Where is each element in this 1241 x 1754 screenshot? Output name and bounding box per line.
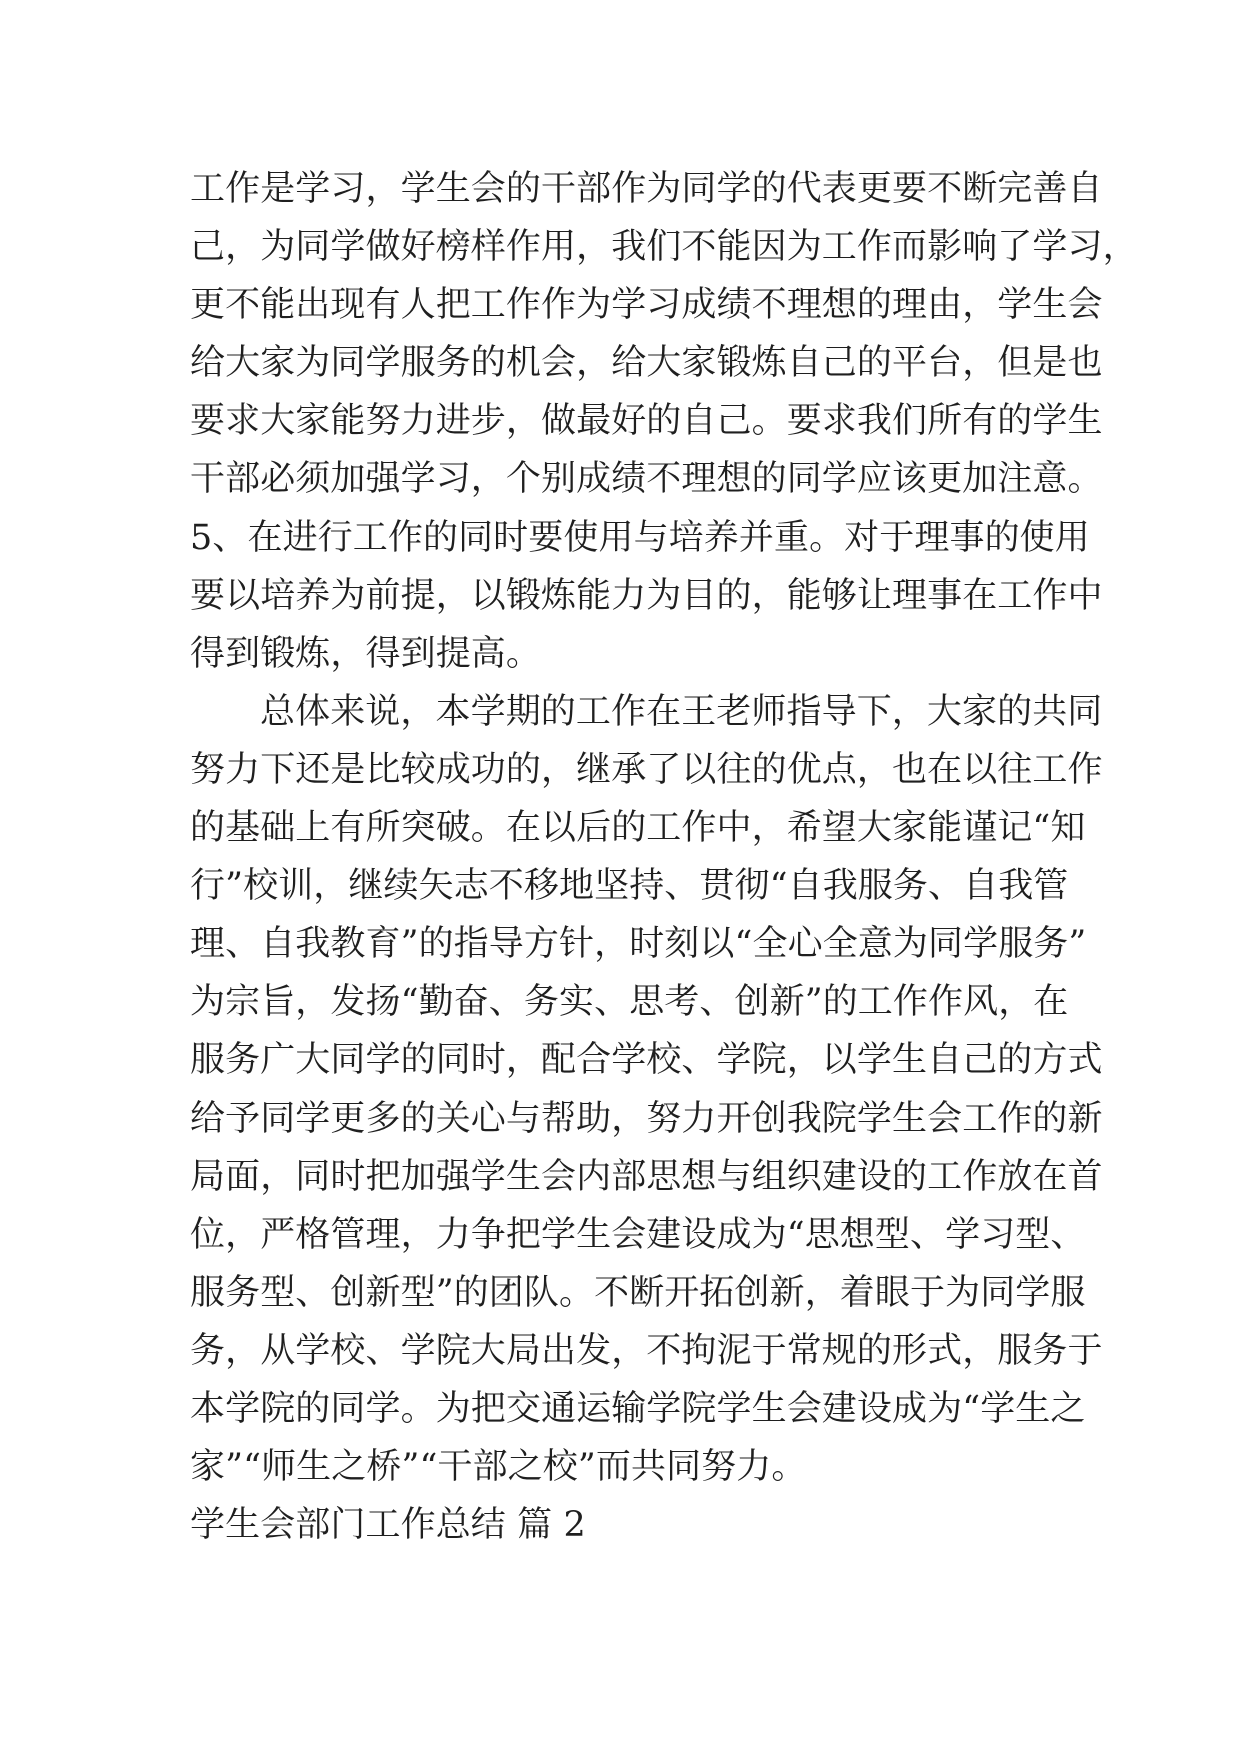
text-line: 给大家为同学服务的机会，给大家锻炼自己的平台，但是也 — [190, 343, 1103, 384]
text-line: 服务广大同学的同时，配合学校、学院，以学生自己的方式 — [190, 1040, 1103, 1081]
text-line: 己，为同学做好榜样作用，我们不能因为工作而影响了学习， — [190, 227, 1138, 268]
text-line: 总体来说，本学期的工作在王老师指导下，大家的共同 — [260, 691, 1103, 732]
paragraph-1 — [190, 160, 1138, 509]
text-line: 理、自我教育”的指导方针，时刻以“全心全意为同学服务” — [190, 924, 1087, 965]
text-line: 努力下还是比较成功的，继承了以往的优点，也在以往工作 — [190, 749, 1103, 790]
document-body — [190, 160, 1138, 1554]
text-line: 行”校训，继续矢志不移地坚持、贯彻“自我服务、自我管 — [190, 866, 1069, 907]
text-line: 给予同学更多的关心与帮助，努力开创我院学生会工作的新 — [190, 1098, 1103, 1139]
text-line: 得到锻炼，得到提高。 — [190, 633, 542, 674]
text-line: 更不能出现有人把工作作为学习成绩不理想的理由，学生会 — [190, 285, 1103, 326]
text-line: 为宗旨，发扬“勤奋、务实、思考、创新”的工作作风，在 — [190, 982, 1069, 1023]
paragraph-3 — [190, 683, 1103, 1496]
paragraph-2 — [190, 509, 1103, 683]
text-line: 家”“师生之桥”“干部之校”而共同努力。 — [190, 1447, 807, 1488]
text-line: 的基础上有所突破。在以后的工作中，希望大家能谨记“知 — [190, 808, 1086, 849]
text-line: 本学院的同学。为把交通运输学院学生会建设成为“学生之 — [190, 1388, 1086, 1429]
text-line: 要求大家能努力进步，做最好的自己。要求我们所有的学生 — [190, 401, 1103, 442]
text-line: 位，严格管理，力争把学生会建设成为“思想型、学习型、 — [190, 1214, 1086, 1255]
text-line: 局面，同时把加强学生会内部思想与组织建设的工作放在首 — [190, 1156, 1103, 1197]
section-heading: 学生会部门工作总结 篇 2 — [190, 1505, 586, 1546]
text-line: 要以培养为前提，以锻炼能力为目的，能够让理事在工作中 — [190, 575, 1103, 616]
text-line: 5、在进行工作的同时要使用与培养并重。对于理事的使用 — [190, 517, 1090, 558]
text-line: 务，从学校、学院大局出发，不拘泥于常规的形式，服务于 — [190, 1330, 1103, 1371]
text-line: 干部必须加强学习，个别成绩不理想的同学应该更加注意。 — [190, 459, 1103, 500]
text-line: 工作是学习，学生会的干部作为同学的代表更要不断完善自 — [190, 169, 1103, 209]
text-line: 服务型、创新型”的团队。不断开拓创新，着眼于为同学服 — [190, 1272, 1086, 1313]
